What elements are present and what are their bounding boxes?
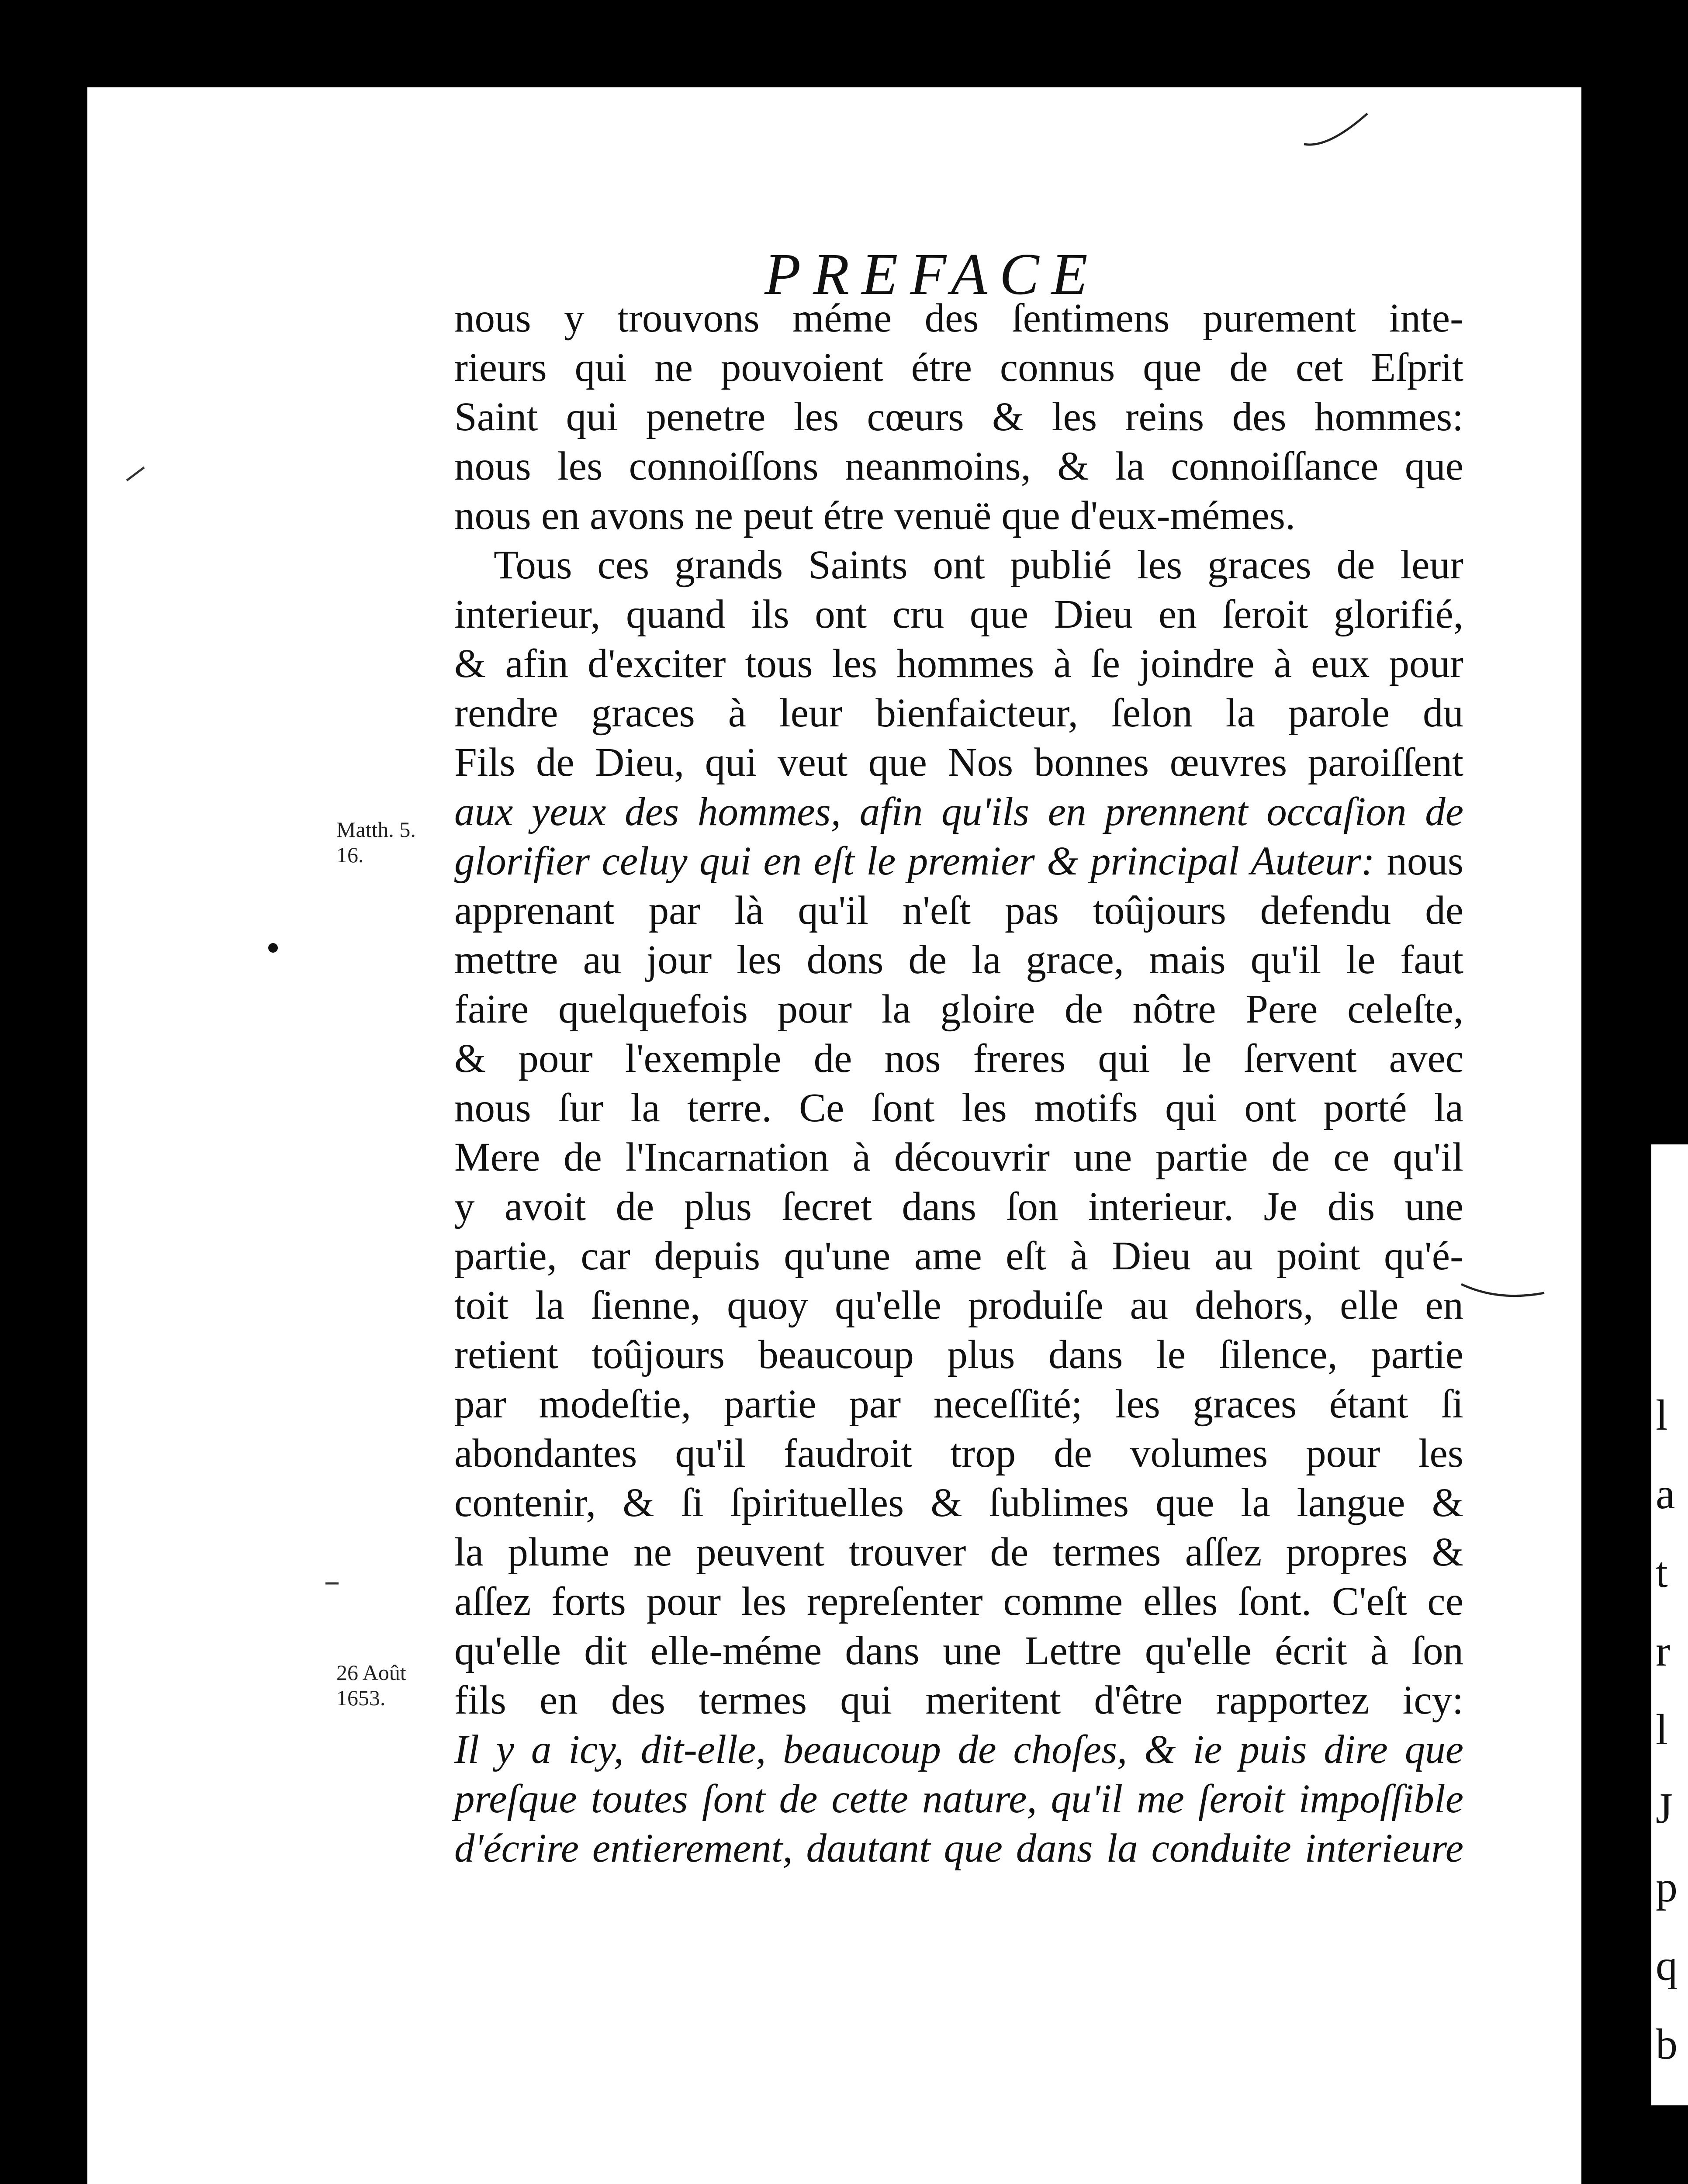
text-line: aux yeux des hommes, afin qu'ils en prennent occaſion de: [454, 789, 1463, 834]
text-line: toit la ſienne, quoy qu'elle produiſe au dehors, elle en: [454, 1283, 1463, 1328]
text-line: & pour l'exemple de nos freres qui le ſervent avec: [454, 1036, 1463, 1081]
text-line: la plume ne peuvent trouver de termes aſſez propres &: [454, 1530, 1463, 1575]
roman-tail: nous: [1387, 839, 1464, 884]
text-line: fils en des termes qui meritent d'être rapportez icy:: [454, 1678, 1463, 1723]
text-line: preſque toutes ſont de cette nature, qu'il me ſeroit impoſſible: [454, 1776, 1463, 1821]
adjacent-page-letter: t: [1656, 1548, 1668, 1597]
text-line: retient toûjours beaucoup plus dans le ſilence, partie: [454, 1332, 1463, 1377]
text-line: & afin d'exciter tous les hommes à ſe joindre à eux pour: [454, 641, 1463, 686]
adjacent-page-letter: p: [1656, 1863, 1678, 1911]
text-line: aſſez forts pour les repreſenter comme elles ſont. C'eſt ce: [454, 1579, 1463, 1624]
text-line: Il y a icy, dit-elle, beaucoup de choſes, & ie puis dire que: [454, 1727, 1463, 1772]
text-line: par modeſtie, partie par neceſſité; les graces étant ſi: [454, 1382, 1463, 1427]
margin-note-scripture: Matth. 5. 16.: [336, 817, 416, 867]
text-line: apprenant par là qu'il n'eſt pas toûjours defendu de: [454, 888, 1463, 933]
pen-mark: [1459, 1275, 1546, 1302]
ink-mark: [323, 1579, 341, 1588]
italic-quote: glorifier celuy qui en eſt le premier & principal Auteur:: [454, 839, 1375, 884]
ink-dot: [266, 941, 280, 954]
body-text: [454, 294, 1463, 1873]
text-line: Tous ces grands Saints ont publié les graces de leur: [494, 543, 1463, 587]
text-line: partie, car depuis qu'une ame eſt à Dieu au point qu'é-: [454, 1234, 1463, 1279]
text-line: d'écrire entierement, dautant que dans la conduite interieure: [454, 1826, 1463, 1871]
text-line: contenir, & ſi ſpirituelles & ſublimes que la langue &: [454, 1480, 1463, 1525]
ink-mark: [125, 465, 146, 483]
adjacent-page-letter: a: [1656, 1469, 1675, 1518]
running-head: PREFACE: [764, 242, 1100, 307]
text-line: Saint qui penetre les cœurs & les reins des hommes:: [454, 394, 1463, 439]
adjacent-page-letter: l: [1656, 1705, 1668, 1754]
adjacent-page-letter: q: [1656, 1941, 1678, 1990]
text-line: rendre graces à leur bienfaicteur, ſelon la parole du: [454, 691, 1463, 736]
text-line: nous ſur la terre. Ce ſont les motifs qui ont porté la: [454, 1085, 1463, 1130]
adjacent-page-letter: l: [1656, 1391, 1668, 1439]
text-line: qu'elle dit elle-méme dans une Lettre qu'elle écrit à ſon: [454, 1628, 1463, 1673]
adjacent-page-letter: r: [1656, 1627, 1671, 1675]
adjacent-page-letter: J: [1656, 1784, 1673, 1832]
text-line: rieurs qui ne pouvoient étre connus que de cet Eſprit: [454, 345, 1463, 390]
text-line: faire quelquefois pour la gloire de nôtre Pere celeſte,: [454, 987, 1463, 1032]
text-line: Fils de Dieu, qui veut que Nos bonnes œuvres paroiſſent: [454, 740, 1463, 785]
text-line: interieur, quand ils ont cru que Dieu en ſeroit glorifié,: [454, 592, 1463, 637]
pen-mark: [1302, 109, 1372, 153]
text-line: nous les connoiſſons neanmoins, & la connoiſſance que: [454, 444, 1463, 489]
text-line: nous en avons ne peut étre venuë que d'eux-mémes.: [454, 493, 1296, 538]
adjacent-page-letter: b: [1656, 2020, 1678, 2068]
text-line: mettre au jour les dons de la grace, mais qu'il le faut: [454, 937, 1463, 982]
text-line: abondantes qu'il faudroit trop de volumes pour les: [454, 1431, 1463, 1476]
margin-note-date: 26 Août 1653.: [336, 1660, 406, 1710]
text-line: nous y trouvons méme des ſentimens purement inte-: [454, 296, 1463, 341]
text-line: [454, 836, 1463, 886]
text-line: Mere de l'Incarnation à découvrir une partie de ce qu'il: [454, 1135, 1463, 1180]
text-line: y avoit de plus ſecret dans ſon interieur. Je dis une: [454, 1184, 1463, 1229]
